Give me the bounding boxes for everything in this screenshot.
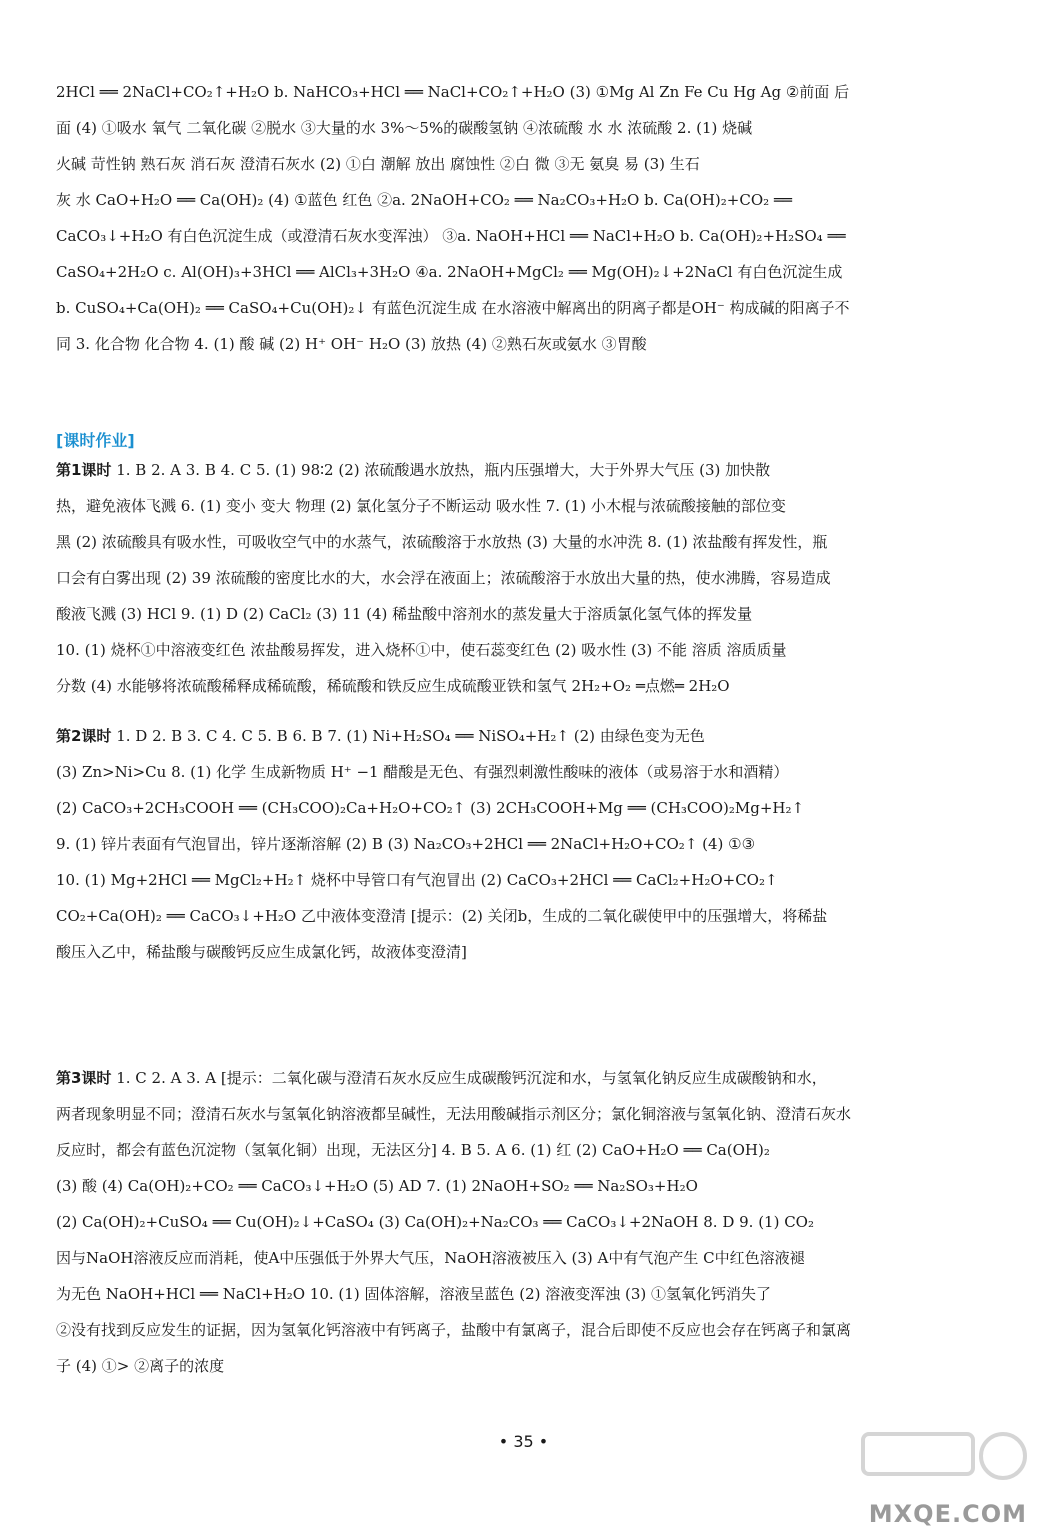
- text-line: 两者现象明显不同；澄清石灰水与氢氧化钠溶液都呈碱性，无法用酸碱指示剂区分；氯化铜溶液与氢氧化钠、澄清石灰水: [56, 1105, 852, 1123]
- text-line: CaSO₄+2H₂O c. Al(OH)₃+3HCl ══ AlCl₃+3H₂O ④a. 2NaOH+MgCl₂ ══ Mg(OH)₂↓+2NaCl 有白色沉淀生成: [56, 263, 843, 281]
- text-line: 1. D 2. B 3. C 4. C 5. B 6. B 7. (1) Ni+H₂SO₄ ══ NiSO₄+H₂↑ (2) 由绿色变为无色: [111, 727, 705, 745]
- text-line: 酸液飞溅 (3) HCl 9. (1) D (2) CaCl₂ (3) 11 (4) 稀盐酸中溶剂水的蒸发量大于溶质氯化氢气体的挥发量: [56, 605, 753, 623]
- text-line: 为无色 NaOH+HCl ══ NaCl+H₂O 10. (1) 固体溶解，溶液呈蓝色 (2) 溶液变浑浊 (3) ①氢氧化钙消失了: [56, 1285, 772, 1303]
- text-line: 热，避免液体飞溅 6. (1) 变小 变大 物理 (2) 氯化氢分子不断运动 吸水性 7. (1) 小木棍与浓硫酸接触的部位变: [56, 497, 786, 515]
- text-line: 因与NaOH溶液反应而消耗，使A中压强低于外界大气压，NaOH溶液被压入 (3) A中有气泡产生 C中红色溶液褪: [56, 1249, 805, 1267]
- text-line: CaCO₃↓+H₂O 有白色沉淀生成（或澄清石灰水变浑浊） ③a. NaOH+HCl ══ NaCl+H₂O b. Ca(OH)₂+H₂SO₄ ══: [56, 227, 846, 245]
- text-line: (2) Ca(OH)₂+CuSO₄ ══ Cu(OH)₂↓+CaSO₄ (3) Ca(OH)₂+Na₂CO₃ ══ CaCO₃↓+2NaOH 8. D 9. (1) CO₂: [56, 1213, 814, 1231]
- text-line: 酸压入乙中，稀盐酸与碳酸钙反应生成氯化钙，故液体变澄清]: [56, 943, 467, 961]
- top-answers: [56, 74, 986, 362]
- text-line: 口会有白雾出现 (2) 39 浓硫酸的密度比水的大，水会浮在液面上；浓硫酸溶于水放出大量的热，使水沸腾，容易造成: [56, 569, 831, 587]
- text-line: CO₂+Ca(OH)₂ ══ CaCO₃↓+H₂O 乙中液体变澄清 [提示：(2) 关闭b，生成的二氧化碳使甲中的压强增大，将稀盐: [56, 907, 828, 925]
- section-title: [课时作业]: [56, 431, 135, 450]
- text-line: ②没有找到反应发生的证据，因为氢氧化钙溶液中有钙离子，盐酸中有氯离子，混合后即使不反应也会存在钙离子和氯离: [56, 1321, 852, 1339]
- text-line: (2) CaCO₃+2CH₃COOH ══ (CH₃COO)₂Ca+H₂O+CO₂↑ (3) 2CH₃COOH+Mg ══ (CH₃COO)₂Mg+H₂↑: [56, 799, 805, 817]
- lesson-label: 第1课时: [56, 461, 112, 479]
- lesson-2: [56, 718, 986, 970]
- watermark-text: MXQE.COM: [868, 1500, 1027, 1528]
- text-line: (3) 酸 (4) Ca(OH)₂+CO₂ ══ CaCO₃↓+H₂O (5) AD 7. (1) 2NaOH+SO₂ ══ Na₂SO₃+H₂O: [56, 1177, 698, 1195]
- text-line: 9. (1) 锌片表面有气泡冒出，锌片逐渐溶解 (2) B (3) Na₂CO₃+2HCl ══ 2NaCl+H₂O+CO₂↑ (4) ①③: [56, 835, 756, 853]
- text-line: 灰 水 CaO+H₂O ══ Ca(OH)₂ (4) ①蓝色 红色 ②a. 2NaOH+CO₂ ══ Na₂CO₃+H₂O b. Ca(OH)₂+CO₂ ══: [56, 191, 792, 209]
- lesson-3: [56, 1060, 986, 1384]
- text-line: 黑 (2) 浓硫酸具有吸水性，可吸收空气中的水蒸气，浓硫酸溶于水放热 (3) 大量的水冲洗 8. (1) 浓盐酸有挥发性，瓶: [56, 533, 828, 551]
- text-line: 面 (4) ①吸水 氧气 二氧化碳 ②脱水 ③大量的水 3%～5%的碳酸氢钠 ④浓硫酸 水 水 浓硫酸 2. (1) 烧碱: [56, 119, 753, 137]
- page-number: • 35 •: [498, 1432, 549, 1451]
- text-line: 10. (1) 烧杯①中溶液变红色 浓盐酸易挥发，进入烧杯①中，使石蕊变红色 (2) 吸水性 (3) 不能 溶质 溶质质量: [56, 641, 787, 659]
- text-line: 反应时，都会有蓝色沉淀物（氢氧化铜）出现，无法区分] 4. B 5. A 6. (1) 红 (2) CaO+H₂O ══ Ca(OH)₂: [56, 1141, 770, 1159]
- text-line: 1. B 2. A 3. B 4. C 5. (1) 98∶2 (2) 浓硫酸遇水放热，瓶内压强增大，大于外界大气压 (3) 加快散: [111, 461, 771, 479]
- text-line: 10. (1) Mg+2HCl ══ MgCl₂+H₂↑ 烧杯中导管口有气泡冒出 (2) CaCO₃+2HCl ══ CaCl₂+H₂O+CO₂↑: [56, 871, 778, 889]
- text-line: b. CuSO₄+Ca(OH)₂ ══ CaSO₄+Cu(OH)₂↓ 有蓝色沉淀生成 在水溶液中解离出的阴离子都是OH⁻ 构成碱的阳离子不: [56, 299, 850, 317]
- lesson-label: 第3课时: [56, 1069, 112, 1087]
- lesson-label: 第2课时: [56, 727, 112, 745]
- text-line: 火碱 苛性钠 熟石灰 消石灰 澄清石灰水 (2) ①白 潮解 放出 腐蚀性 ②白 微 ③无 氨臭 易 (3) 生石: [56, 155, 700, 173]
- text-line: 1. C 2. A 3. A [提示：二氧化碳与澄清石灰水反应生成碳酸钙沉淀和水，与氢氧化钠反应生成碳酸钠和水，: [111, 1069, 827, 1087]
- text-line: (3) Zn>Ni>Cu 8. (1) 化学 生成新物质 H⁺ −1 醋酸是无色、有强烈刺激性酸味的液体（或易溶于水和酒精）: [56, 763, 789, 781]
- text-line: 子 (4) ①> ②离子的浓度: [56, 1357, 225, 1375]
- lesson-1: [56, 452, 986, 704]
- text-line: 分数 (4) 水能够将浓硫酸稀释成稀硫酸，稀硫酸和铁反应生成硫酸亚铁和氢气 2H₂+O₂ ═点燃═ 2H₂O: [56, 677, 730, 695]
- text-line: 2HCl ══ 2NaCl+CO₂↑+H₂O b. NaHCO₃+HCl ══ NaCl+CO₂↑+H₂O (3) ①Mg Al Zn Fe Cu Hg Ag ②前面 后: [56, 83, 850, 101]
- text-line: 同 3. 化合物 化合物 4. (1) 酸 碱 (2) H⁺ OH⁻ H₂O (3) 放热 (4) ②熟石灰或氨水 ③胃酸: [56, 335, 647, 353]
